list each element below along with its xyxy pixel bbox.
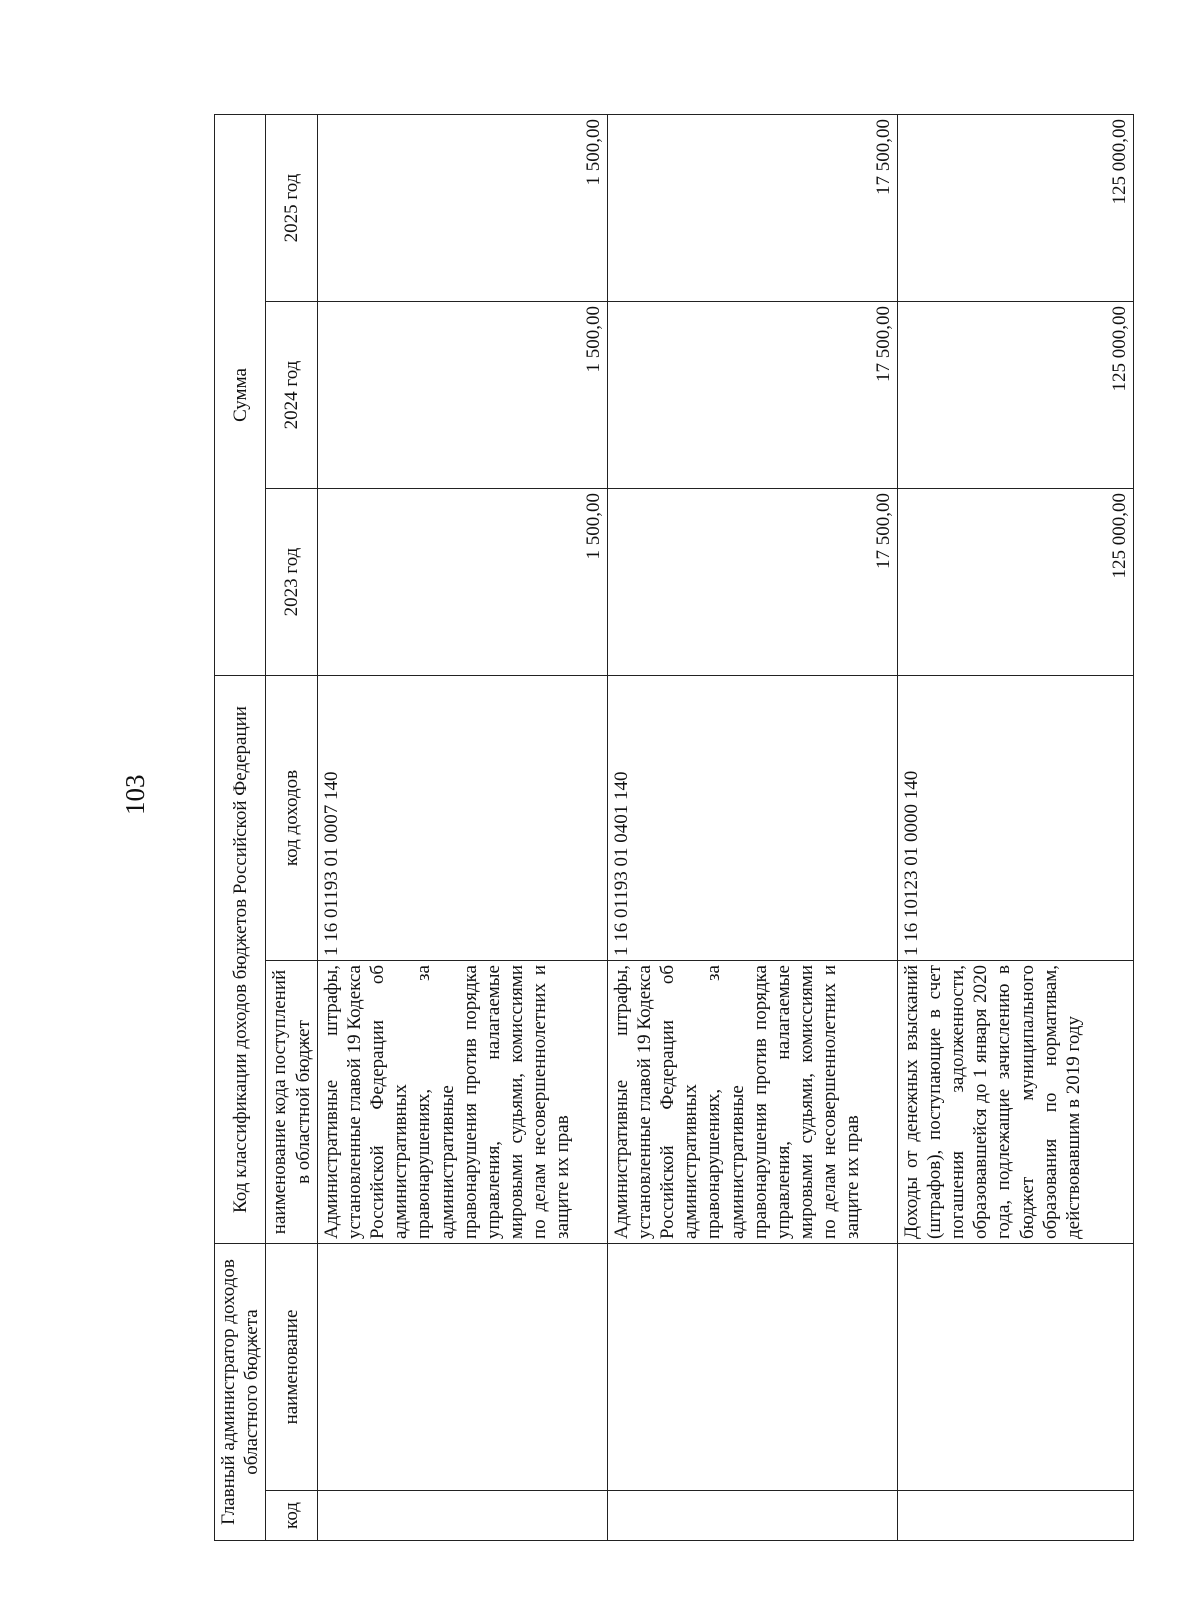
revenue-table	[214, 114, 1134, 1541]
revenue-name-column-header: наименование кода поступлений в областной бюджет	[266, 961, 317, 1244]
admin-name-cell	[317, 1244, 607, 1491]
revenue-name-cell: Административные штрафы, установленные главой 19 Кодекса Российской Федерации об административных правонарушениях, за административные правонарушения против порядка управления, налагаемые мировыми судьями, комиссиями по делам несовершеннолетних и защите их прав	[607, 961, 897, 1244]
sum-group-header: Сумма	[215, 115, 266, 676]
sum-2023-cell: 125 000,00	[897, 489, 1133, 676]
sum-2024-cell: 125 000,00	[897, 302, 1133, 489]
admin-code-cell	[607, 1491, 897, 1541]
code-column-header: код	[266, 1491, 317, 1541]
revenue-code-cell: 1 16 01193 01 0007 140	[317, 676, 607, 961]
year-2023-header: 2023 год	[266, 489, 317, 676]
sum-2025-cell: 17 500,00	[607, 115, 897, 302]
page-number: 103	[120, 774, 150, 815]
admin-code-cell	[897, 1491, 1133, 1541]
sum-2024-cell: 17 500,00	[607, 302, 897, 489]
admin-name-cell	[897, 1244, 1133, 1491]
revenue-code-column-header: код доходов	[266, 676, 317, 961]
revenue-name-cell: Доходы от денежных взысканий (штрафов), поступающие в счет погашения задолженности, образовавшейся до 1 января 2020 года, подлежащие зачислению в бюджет муниципального образования по нормативам, действовавшим в 2019 году	[897, 961, 1133, 1244]
admin-group-header: Главный администратор доходов областного бюджета	[215, 1244, 266, 1541]
sum-2023-cell: 1 500,00	[317, 489, 607, 676]
revenue-name-cell: Административные штрафы, установленные главой 19 Кодекса Российской Федерации об административных правонарушениях, за административные правонарушения против порядка управления, налагаемые мировыми судьями, комиссиями по делам несовершеннолетних и защите их прав	[317, 961, 607, 1244]
sum-2025-cell: 125 000,00	[897, 115, 1133, 302]
admin-code-cell	[317, 1491, 607, 1541]
classification-group-header: Код классификации доходов бюджетов Российской Федерации	[215, 676, 266, 1244]
revenue-code-cell: 1 16 01193 01 0401 140	[607, 676, 897, 961]
admin-name-cell	[607, 1244, 897, 1491]
year-2024-header: 2024 год	[266, 302, 317, 489]
rotated-table-container	[214, 115, 1134, 1541]
sum-2023-cell: 17 500,00	[607, 489, 897, 676]
sum-2024-cell: 1 500,00	[317, 302, 607, 489]
table-row	[897, 115, 1133, 1541]
name-column-header: наименование	[266, 1244, 317, 1491]
year-2025-header: 2025 год	[266, 115, 317, 302]
revenue-code-cell: 1 16 10123 01 0000 140	[897, 676, 1133, 961]
table-row	[317, 115, 607, 1541]
sum-2025-cell: 1 500,00	[317, 115, 607, 302]
table-row	[607, 115, 897, 1541]
